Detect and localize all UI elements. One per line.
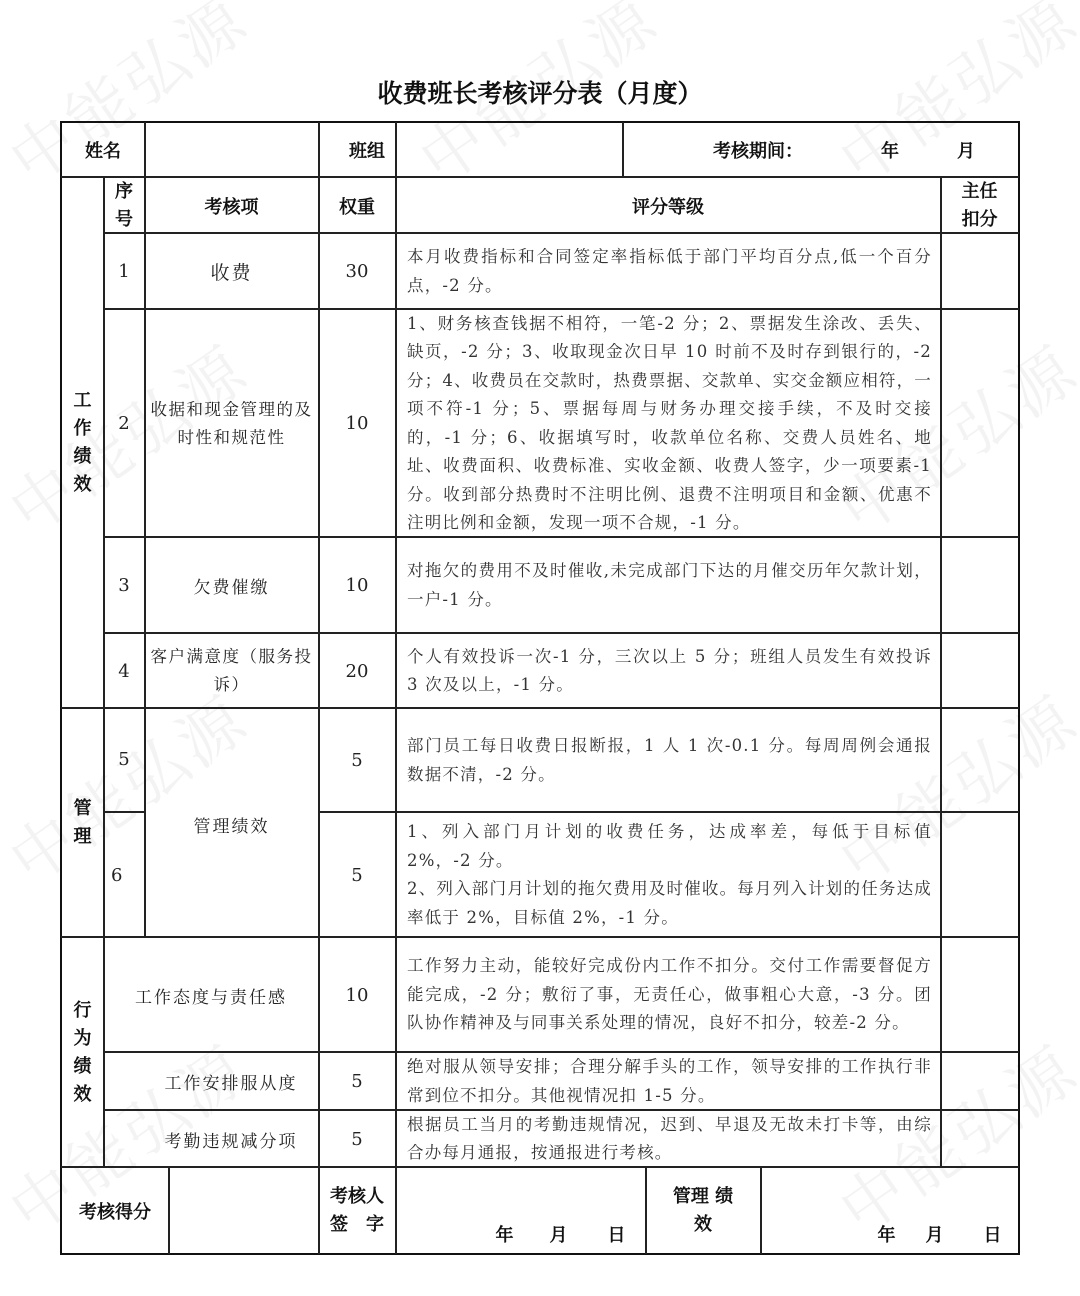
col-header-deduct-line: 主任 — [961, 180, 998, 202]
signer-label-line: 考核人 — [330, 1186, 384, 1207]
group-char: 工 — [73, 390, 92, 411]
row-3-desc: 对拖欠的费用不及时催收,未完成部门下达的月催交历年欠款计划，一户-1 分。 — [407, 561, 932, 609]
row-8-deduct[interactable] — [941, 1053, 1018, 1110]
mgmt-signer-label-line: 管理 绩 — [672, 1186, 734, 1207]
group-char: 管 — [73, 798, 92, 819]
row-2-deduct[interactable] — [941, 310, 1018, 537]
row-3-seq: 3 — [118, 575, 130, 596]
mgmt-signer-date[interactable] — [761, 1169, 1018, 1253]
row-3-deduct[interactable] — [941, 538, 1018, 633]
row-9-desc: 根据员工当月的考勤违规情况，迟到、早退及无故未打卡等，由综合办每月通报，按通报进行考核。 — [407, 1114, 932, 1162]
period-label: 考核期间： — [713, 141, 803, 162]
mgmt-date-day: 日 — [983, 1225, 1002, 1246]
team-field[interactable] — [396, 123, 622, 177]
col-header-grading: 评分等级 — [632, 196, 704, 218]
group-char: 效 — [73, 474, 92, 495]
row-7-item: 工作态度与责任感 — [135, 987, 287, 1008]
row-7-weight: 10 — [345, 984, 369, 1006]
group-char: 理 — [73, 826, 92, 847]
mgmt-signer-label-line: 效 — [694, 1214, 712, 1235]
row-1-desc: 本月收费指标和合同签定率指标低于部门平均百分点,低一个百分点，-2 分。 — [407, 247, 932, 295]
name-label: 姓名 — [85, 141, 121, 162]
period-year[interactable]: 年 — [881, 141, 899, 162]
group-char: 作 — [73, 418, 92, 439]
row-2-weight: 10 — [345, 413, 369, 434]
group-char: 为 — [73, 1027, 92, 1049]
row-2-seq: 2 — [118, 413, 130, 434]
row-7-desc: 工作努力主动，能较好完成份内工作不扣分。交付工作需要督促方能完成，-2 分；敷衍了事，无责任心，做事粗心大意，-3 分。团队协作精神及与同事关系处理的情况，良好不扣分，较差-2 分。 — [407, 956, 932, 1033]
row-8-desc: 绝对服从领导安排；合理分解手头的工作，领导安排的工作执行非常到位不扣分。其他视情况扣 1-5 分。 — [407, 1057, 932, 1105]
group-char: 绩 — [73, 446, 92, 467]
period-month[interactable]: 月 — [957, 141, 975, 162]
row-8-weight: 5 — [351, 1071, 363, 1092]
signer-label-line: 签 字 — [330, 1214, 384, 1235]
signer-label — [319, 1169, 395, 1253]
row-6-desc-line: 2、列入部门月计划的拖欠费用及时催收。每月列入计划的任务达成率低于 2%，目标值 2%，-1 分。 — [407, 879, 932, 927]
row-1-item: 收费 — [210, 262, 253, 284]
team-label: 班组 — [349, 141, 385, 162]
name-field[interactable] — [145, 123, 318, 177]
row-4-item: 客户满意度（服务投诉） — [150, 647, 313, 694]
row-3-item: 欠费催缴 — [193, 578, 270, 598]
row-9-weight: 5 — [351, 1128, 363, 1150]
row-5-seq: 5 — [118, 749, 130, 770]
row-5-6-item: 管理绩效 — [193, 817, 270, 837]
row-8-item: 工作安排服从度 — [164, 1074, 298, 1094]
row-2-item: 收据和现金管理的及时性和规范性 — [150, 399, 313, 447]
row-9-deduct[interactable] — [941, 1111, 1018, 1167]
row-4-deduct[interactable] — [941, 634, 1018, 708]
group-char: 行 — [73, 999, 92, 1021]
score-label: 考核得分 — [79, 1202, 151, 1223]
signer-date-year: 年 — [495, 1225, 514, 1246]
mgmt-signer-label — [646, 1169, 760, 1253]
col-header-weight: 权重 — [339, 196, 375, 218]
row-5-weight: 5 — [351, 750, 363, 771]
row-4-weight: 20 — [345, 660, 369, 682]
row-6-deduct[interactable] — [941, 813, 1018, 937]
group-behavior-performance — [62, 938, 103, 1167]
signer-date[interactable] — [396, 1169, 645, 1253]
row-6-seq: 6 — [111, 864, 123, 886]
row-1-weight: 30 — [345, 261, 369, 282]
col-header-seq-line: 号 — [115, 208, 133, 230]
row-6-weight: 5 — [351, 864, 363, 886]
group-work-performance — [62, 178, 103, 708]
col-header-item: 考核项 — [204, 196, 259, 218]
row-5-desc: 部门员工每日收费日报断报，1 人 1 次-0.1 分。每周周例会通报数据不清，-2 分。 — [407, 736, 932, 784]
row-1-deduct[interactable] — [941, 234, 1018, 309]
col-header-deduct — [941, 178, 1018, 233]
score-field[interactable] — [169, 1169, 318, 1253]
row-2-desc: 1、财务核查钱据不相符，一笔-2 分；2、票据发生涂改、丢失、缺页，-2 分；3、收取现金次日早 10 时前不及时存到银行的，-2 分；4、收费员在交款时，热费票据、交款单、实交金额应相符，一项不符-1 分；5、票据每周与财务办理交接手续，不及时交接的，-1 分；6、收据填写时，收款单位名称、交费人员姓名、地址、收费面积、收费标准、实收金额、收费人签字，少一项要素-1 分。收到部分热费时不注明比例、退费不注明项目和金额、优惠不注明比例和金额，发现一项不合规，-1 分。 — [407, 313, 932, 532]
row-4-desc: 个人有效投诉一次-1 分，三次以上 5 分；班组人员发生有效投诉 3 次及以上，-1 分。 — [407, 646, 932, 694]
row-9-item: 考勤违规减分项 — [164, 1131, 298, 1152]
col-header-deduct-line: 扣分 — [961, 208, 998, 230]
row-5-deduct[interactable] — [941, 709, 1018, 812]
mgmt-date-year: 年 — [877, 1225, 896, 1246]
row-7-deduct[interactable] — [941, 938, 1018, 1052]
signer-date-month: 月 — [549, 1225, 568, 1246]
page-title: 收费班长考核评分表（月度） — [377, 79, 703, 108]
col-header-seq-line: 序 — [115, 180, 133, 202]
group-char: 效 — [73, 1083, 92, 1105]
group-char: 绩 — [73, 1055, 92, 1077]
group-management — [62, 709, 103, 937]
row-6-desc-line: 1、列入部门月计划的收费任务，达成率差，每低于目标值 2%，-2 分。 — [407, 822, 932, 870]
row-3-weight: 10 — [345, 575, 369, 596]
mgmt-date-month: 月 — [925, 1225, 944, 1246]
row-1-seq: 1 — [118, 261, 130, 282]
row-4-seq: 4 — [118, 660, 130, 682]
signer-date-day: 日 — [607, 1225, 626, 1246]
col-header-seq — [104, 178, 144, 233]
row-6-desc — [396, 813, 940, 937]
